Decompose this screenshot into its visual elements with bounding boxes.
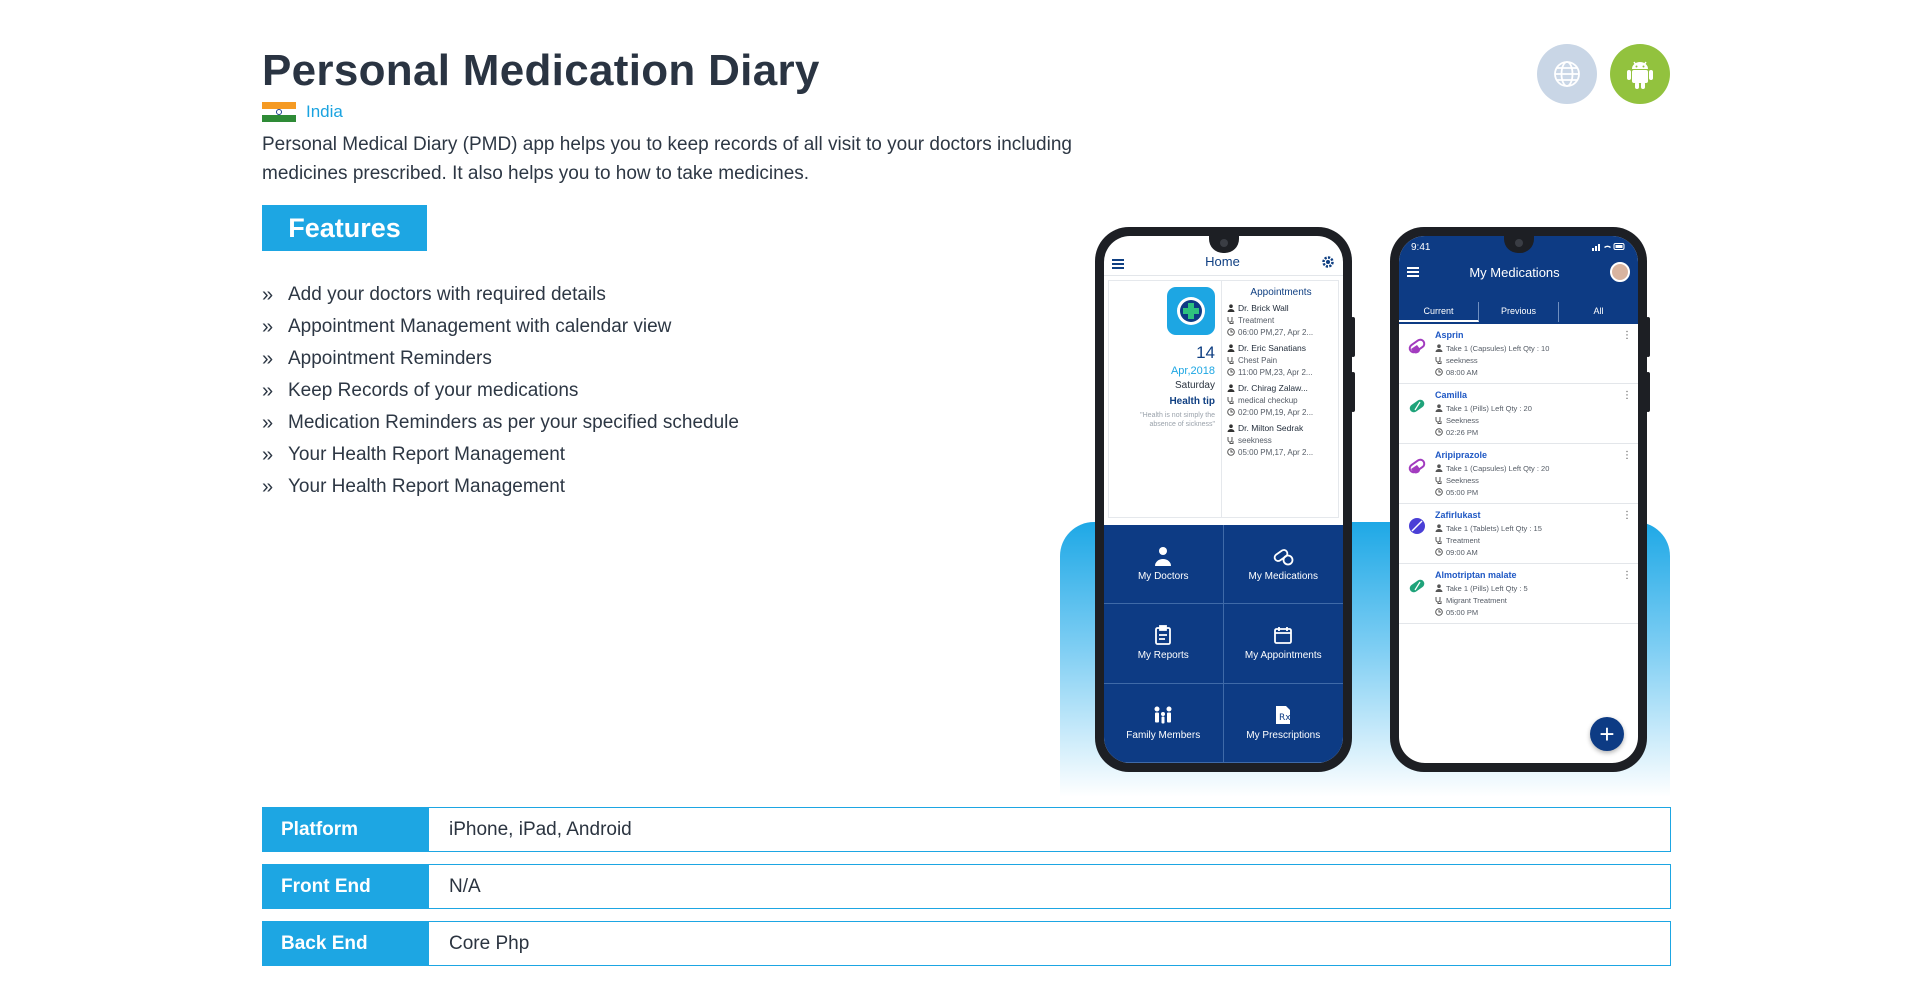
feature-item: » Medication Reminders as per your specified schedule [262, 411, 739, 434]
feature-item: » Keep Records of your medications [262, 379, 579, 402]
clock-icon [1435, 608, 1443, 616]
pill-icon [1407, 396, 1427, 416]
stethoscope-icon [1227, 356, 1235, 364]
menu-icon[interactable] [1407, 267, 1419, 277]
person-icon [1435, 344, 1443, 352]
clock-icon [1435, 428, 1443, 436]
health-tip-label: Health tip [1169, 396, 1215, 407]
health-tip-text: "Health is not simply the absence of sickness" [1140, 412, 1215, 428]
more-options-icon[interactable]: ⋮ [1622, 510, 1632, 521]
android-icon[interactable] [1610, 44, 1670, 104]
capsule-icon [1407, 336, 1427, 356]
person-icon [1227, 344, 1235, 352]
feature-item: » Add your doctors with required details [262, 283, 606, 306]
feature-item: » Appointment Management with calendar view [262, 315, 672, 338]
appointment-item[interactable]: Dr. Milton Sedrak seekness 05:00 PM,17, Apr 2... [1227, 422, 1335, 458]
person-icon [1435, 524, 1443, 532]
stethoscope-icon [1435, 536, 1443, 544]
india-flag-icon [262, 102, 296, 122]
home-title: Home [1205, 254, 1240, 269]
person-icon [1227, 424, 1235, 432]
medication-tabs [1399, 302, 1638, 322]
add-medication-button[interactable]: + [1590, 717, 1624, 751]
phone-medications-mockup [1390, 227, 1647, 772]
appointments-panel [1222, 281, 1338, 517]
tab-all[interactable]: All [1593, 306, 1604, 316]
info-row-front-end [262, 864, 1671, 909]
home-menu-grid [1104, 525, 1343, 763]
info-value: iPhone, iPad, Android [449, 818, 632, 840]
clock-icon [1435, 368, 1443, 376]
medication-item[interactable]: Asprin Take 1 (Capsules) Left Qty : 10 seekness 08:00 AM ⋮ [1399, 324, 1638, 384]
appointment-item[interactable]: Dr. Brick Wall Treatment 06:00 PM,27, Apr 2... [1227, 302, 1335, 338]
clock-icon [1227, 448, 1235, 456]
stethoscope-icon [1227, 316, 1235, 324]
double-chevron-icon: » [262, 475, 274, 498]
appointment-item[interactable]: Dr. Eric Sanatians Chest Pain 11:00 PM,23, Apr 2... [1227, 342, 1335, 378]
info-value: N/A [449, 875, 481, 897]
avatar[interactable] [1610, 262, 1630, 282]
date-weekday: Saturday [1174, 380, 1215, 391]
more-options-icon[interactable]: ⋮ [1622, 330, 1632, 341]
clock-icon [1227, 408, 1235, 416]
tile-my-reports[interactable]: My Reports [1104, 604, 1224, 683]
date-day: 14 [1196, 343, 1215, 362]
pills-icon [1272, 546, 1294, 566]
person-icon [1435, 404, 1443, 412]
svg-text:Rx: Rx [1279, 712, 1291, 723]
date-panel [1109, 281, 1222, 517]
menu-icon[interactable] [1112, 259, 1124, 269]
clipboard-icon [1154, 625, 1172, 645]
more-options-icon[interactable]: ⋮ [1622, 390, 1632, 401]
platform-links [1537, 44, 1670, 104]
tab-current[interactable]: Current [1399, 302, 1479, 322]
double-chevron-icon: » [262, 283, 274, 306]
stethoscope-icon [1435, 356, 1443, 364]
gear-icon[interactable] [1321, 255, 1335, 269]
info-label: Back End [263, 922, 429, 965]
capsule-icon [1407, 456, 1427, 476]
person-icon [1435, 464, 1443, 472]
appointment-item[interactable]: Dr. Chirag Zalaw... medical checkup 02:00 PM,19, Apr 2... [1227, 382, 1335, 418]
medications-title: My Medications [1469, 264, 1560, 280]
prescription-icon [1274, 705, 1292, 725]
tile-my-doctors[interactable]: My Doctors [1104, 525, 1224, 604]
tile-my-prescriptions[interactable]: Rx My Prescriptions [1224, 684, 1344, 763]
family-icon [1152, 705, 1174, 725]
clock-icon [1435, 548, 1443, 556]
stethoscope-icon [1435, 596, 1443, 604]
more-options-icon[interactable]: ⋮ [1622, 450, 1632, 461]
person-icon [1227, 304, 1235, 312]
tablet-icon [1407, 516, 1427, 536]
globe-icon[interactable] [1537, 44, 1597, 104]
info-value: Core Php [449, 932, 530, 954]
info-label: Platform [263, 808, 429, 851]
medication-item[interactable]: Zafirlukast Take 1 (Tablets) Left Qty : 15 Treatment 09:00 AM ⋮ [1399, 504, 1638, 564]
medication-item[interactable]: Aripiprazole Take 1 (Capsules) Left Qty : 20 Seekness 05:00 PM ⋮ [1399, 444, 1638, 504]
medication-item[interactable]: Almotriptan malate Take 1 (Pills) Left Qty : 5 Migrant Treatment 05:00 PM ⋮ [1399, 564, 1638, 624]
double-chevron-icon: » [262, 411, 274, 434]
medications-screen [1399, 236, 1638, 763]
appointments-title: Appointments [1250, 287, 1312, 298]
info-row-back-end [262, 921, 1671, 966]
clock-icon [1435, 488, 1443, 496]
features-heading: Features [262, 205, 427, 251]
more-options-icon[interactable]: ⋮ [1622, 570, 1632, 581]
stethoscope-icon [1227, 396, 1235, 404]
page-title: Personal Medication Diary [262, 46, 820, 95]
stethoscope-icon [1435, 416, 1443, 424]
double-chevron-icon: » [262, 379, 274, 402]
feature-item: » Appointment Reminders [262, 347, 492, 370]
doctor-icon [1153, 546, 1173, 566]
signal-battery-icon [1592, 242, 1626, 254]
stethoscope-icon [1227, 436, 1235, 444]
double-chevron-icon: » [262, 443, 274, 466]
app-logo-icon [1167, 287, 1215, 335]
stethoscope-icon [1435, 476, 1443, 484]
status-time: 9:41 [1411, 242, 1431, 253]
info-row-platform [262, 807, 1671, 852]
clock-icon [1227, 328, 1235, 336]
feature-item: » Your Health Report Management [262, 475, 566, 498]
clock-icon [1227, 368, 1235, 376]
date-month-year: Apr,2018 [1170, 365, 1215, 377]
tile-family-members[interactable]: Family Members [1104, 684, 1224, 763]
person-icon [1227, 384, 1235, 392]
calendar-icon [1273, 625, 1293, 645]
app-description: Personal Medical Diary (PMD) app helps you to keep records of all visit to your doctors including medicines prescribed. It also helps you to how to take medicines. [262, 134, 1072, 184]
pill-icon [1407, 576, 1427, 596]
phone-home-mockup [1095, 227, 1352, 772]
info-label: Front End [263, 865, 429, 908]
feature-item: » Your Health Report Management [262, 443, 566, 466]
tile-my-appointments[interactable]: My Appointments [1224, 604, 1344, 683]
feature-list [262, 279, 739, 503]
home-screen [1104, 236, 1343, 763]
double-chevron-icon: » [262, 347, 274, 370]
country-tag [262, 102, 343, 122]
tab-previous[interactable]: Previous [1479, 302, 1559, 322]
country-name: India [306, 102, 343, 121]
double-chevron-icon: » [262, 315, 274, 338]
medication-item[interactable]: Camilla Take 1 (Pills) Left Qty : 20 Seekness 02:26 PM ⋮ [1399, 384, 1638, 444]
tile-my-medications[interactable]: My Medications [1224, 525, 1344, 604]
person-icon [1435, 584, 1443, 592]
